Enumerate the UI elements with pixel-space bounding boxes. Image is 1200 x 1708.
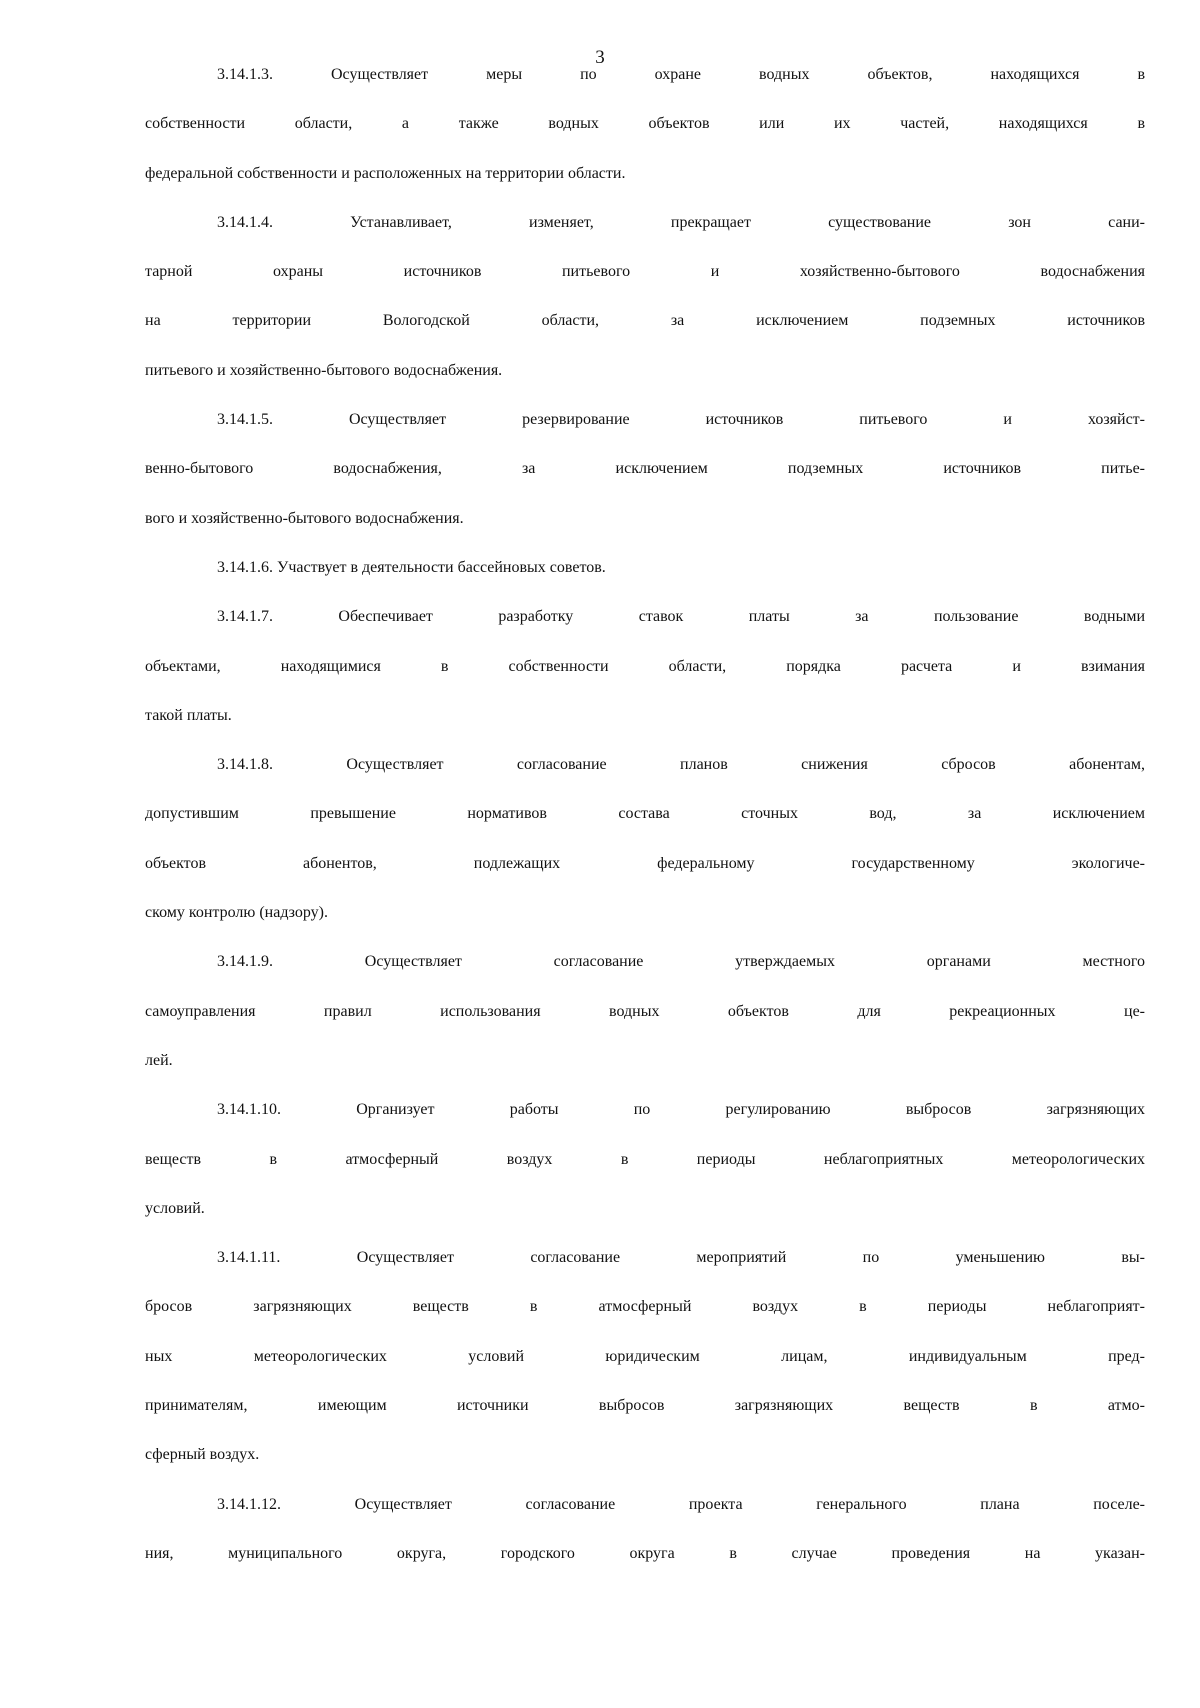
page-number: 3 xyxy=(595,47,605,68)
text-line: такой платы. xyxy=(145,706,232,724)
text-line: 3.14.1.7. Обеспечивает разработку ставок платы за пользование водными xyxy=(217,608,1145,626)
text-line: вого и хозяйственно-бытового водоснабжения. xyxy=(145,509,464,527)
text-line: 3.14.1.10. Организует работы по регулированию выбросов загрязняющих xyxy=(217,1101,1145,1119)
text-line: тарной охраны источников питьевого и хозяйственно-бытового водоснабжения xyxy=(145,263,1145,281)
paragraph xyxy=(145,1249,1145,1495)
text-line: самоуправления правил использования водных объектов для рекреационных це- xyxy=(145,1002,1145,1020)
text-line: 3.14.1.4. Устанавливает, изменяет, прекращает существование зон сани- xyxy=(217,213,1145,231)
text-line: 3.14.1.5. Осуществляет резервирование источников питьевого и хозяйст- xyxy=(217,411,1145,429)
text-line: 3.14.1.3. Осуществляет меры по охране водных объектов, находящихся в xyxy=(217,66,1145,83)
text-line: скому контролю (надзору). xyxy=(145,904,328,922)
text-line: на территории Вологодской области, за исключением подземных источников xyxy=(145,312,1145,330)
text-line: 3.14.1.11. Осуществляет согласование мероприятий по уменьшению вы- xyxy=(217,1249,1145,1267)
paragraph xyxy=(145,1496,1145,1595)
text-line: питьевого и хозяйственно-бытового водоснабжения. xyxy=(145,361,503,379)
paragraph xyxy=(145,608,1145,756)
paragraph xyxy=(145,953,1145,1101)
paragraph xyxy=(145,411,1145,559)
text-line: объектами, находящимися в собственности области, порядка расчета и взимания xyxy=(145,657,1145,675)
text-line: федеральной собственности и расположенных на территории области. xyxy=(145,164,626,182)
paragraph xyxy=(145,214,1145,411)
text-line: собственности области, а также водных объектов или их частей, находящихся в xyxy=(145,115,1145,133)
paragraph xyxy=(145,559,1145,608)
text-line: ных метеорологических условий юридическим лицам, индивидуальным пред- xyxy=(145,1347,1145,1365)
text-line: объектов абонентов, подлежащих федеральному государственному экологиче- xyxy=(145,854,1145,872)
document-body xyxy=(145,66,1145,1594)
text-line: ния, муниципального округа, городского округа в случае проведения на указан- xyxy=(145,1544,1145,1562)
text-line: условий. xyxy=(145,1199,205,1217)
text-line: веществ в атмосферный воздух в периоды неблагоприятных метеорологических xyxy=(145,1150,1145,1168)
text-line: допустившим превышение нормативов состава сточных вод, за исключением xyxy=(145,805,1145,823)
text-line: лей. xyxy=(145,1051,173,1069)
text-line: бросов загрязняющих веществ в атмосферный воздух в периоды неблагоприят- xyxy=(145,1298,1145,1316)
text-line: 3.14.1.6. Участвует в деятельности бассейновых советов. xyxy=(217,558,606,576)
paragraph xyxy=(145,1101,1145,1249)
text-line: принимателям, имеющим источники выбросов загрязняющих веществ в атмо- xyxy=(145,1397,1145,1415)
text-line: венно-бытового водоснабжения, за исключением подземных источников питье- xyxy=(145,460,1145,478)
text-line: сферный воздух. xyxy=(145,1446,260,1464)
paragraph xyxy=(145,756,1145,953)
text-line: 3.14.1.9. Осуществляет согласование утверждаемых органами местного xyxy=(217,953,1145,971)
text-line: 3.14.1.12. Осуществляет согласование проекта генерального плана поселе- xyxy=(217,1495,1145,1513)
text-line: 3.14.1.8. Осуществляет согласование планов снижения сбросов абонентам, xyxy=(217,756,1145,774)
paragraph xyxy=(145,66,1145,214)
